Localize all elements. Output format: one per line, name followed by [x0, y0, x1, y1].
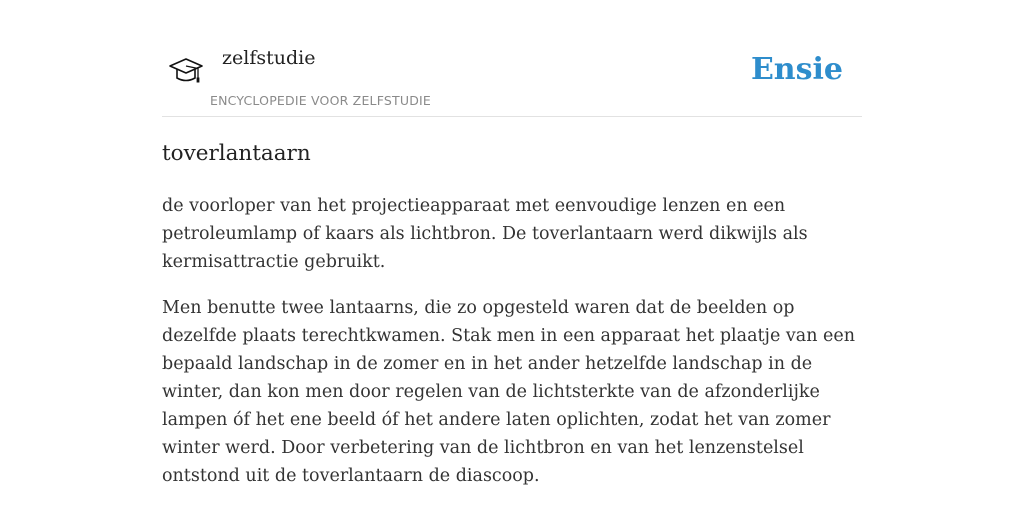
graduation-cap-icon[interactable]: [167, 53, 205, 91]
ensie-logo-link[interactable]: Ensie: [750, 52, 843, 87]
definition-paragraph: Men benutte twee lantaarns, die zo opgesteld waren dat de beelden op dezelfde plaats terechtkwamen. Stak men in een apparaat het plaatje van een bepaald landschap in de zomer en in het ander hetzelfde landschap in de winter, dan kon men door regelen van de lichtsterkte van de afzonderlijke lampen óf het ene beeld óf het andere laten oplichten, zodat het van zomer winter werd. Door verbetering van de lichtbron en van het lenzenstelsel ontstond uit de toverlantaarn de diascoop.: [162, 298, 856, 486]
site-tagline: ENCYCLOPEDIE VOOR ZELFSTUDIE: [210, 93, 432, 108]
site-header: [162, 40, 862, 117]
site-name[interactable]: zelfstudie: [222, 47, 316, 69]
entry-title: toverlantaarn: [162, 141, 311, 166]
definition-body: [162, 192, 862, 508]
definition-paragraph: de voorloper van het projectieapparaat met eenvoudige lenzen en een petroleumlamp of kaars als lichtbron. De toverlantaarn werd dikwijls als kermisattractie gebruikt.: [162, 196, 808, 272]
